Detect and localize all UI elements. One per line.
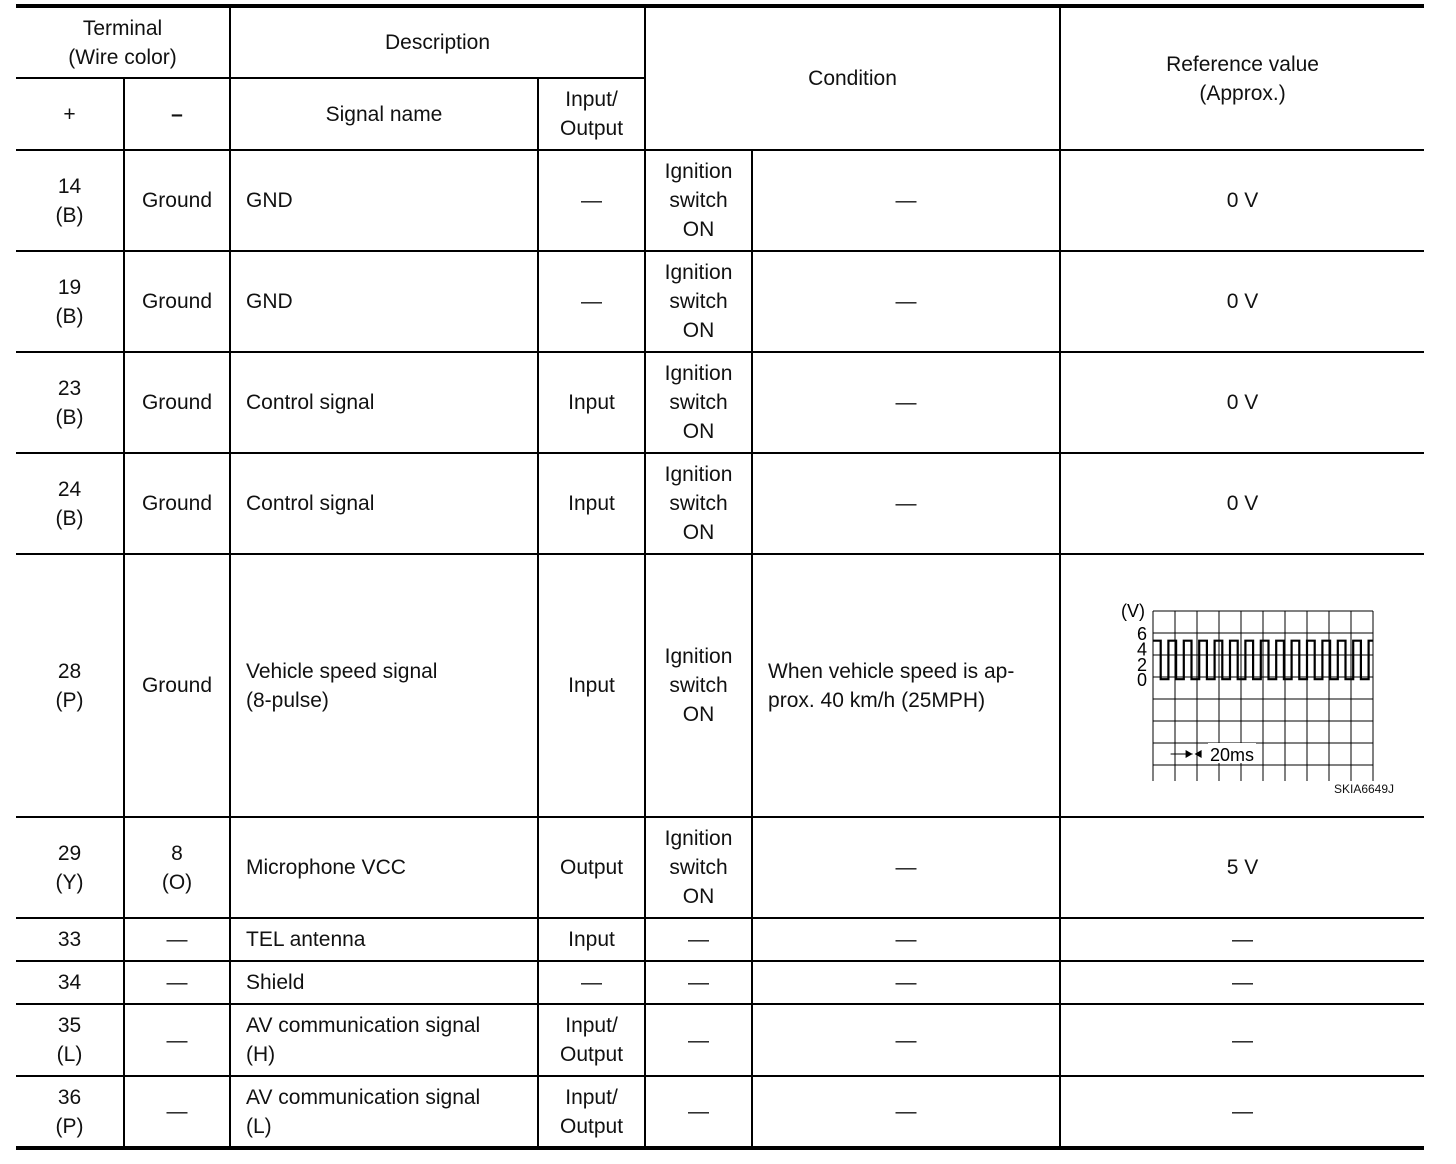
signal-name-cell: TEL antenna [230,918,538,961]
terminal-minus-cell: — [124,918,230,961]
input-output-cell: — [538,251,645,352]
header-minus: – [124,78,230,150]
terminal-plus-cell: 23 (B) [16,352,124,453]
input-output-cell: — [538,961,645,1004]
condition-detail-cell: — [752,352,1060,453]
condition-switch-cell: — [645,918,752,961]
terminal-minus-cell: Ground [124,554,230,817]
reference-value-cell: — [1060,1004,1424,1076]
reference-value-cell: 0 V [1060,251,1424,352]
terminal-plus-cell: 29 (Y) [16,817,124,918]
terminal-plus-cell: 28 (P) [16,554,124,817]
input-output-cell: — [538,150,645,251]
table-row [16,1076,1424,1148]
terminal-plus-cell: 19 (B) [16,251,124,352]
arrow-head [1194,750,1201,758]
signal-name-cell: Control signal [230,352,538,453]
input-output-cell: Input [538,554,645,817]
table-row [16,817,1424,918]
input-output-cell: Input [538,352,645,453]
table-row [16,918,1424,961]
table-row [16,251,1424,352]
terminal-minus-cell: — [124,1004,230,1076]
y-tick-label: 0 [1136,669,1147,690]
y-tick-label: 2 [1136,654,1147,675]
header-terminal: Terminal (Wire color) [16,6,230,78]
header-reference-value: Reference value (Approx.) [1060,6,1424,150]
reference-value-cell: — [1060,918,1424,961]
table-row [16,453,1424,554]
terminal-minus-cell: — [124,961,230,1004]
condition-switch-cell: — [645,1076,752,1148]
terminal-minus-cell: Ground [124,352,230,453]
signal-name-cell: Microphone VCC [230,817,538,918]
condition-detail-cell: — [752,251,1060,352]
condition-detail-cell: When vehicle speed is ap- prox. 40 km/h (25MPH) [752,554,1060,817]
condition-switch-cell: Ignition switch ON [645,150,752,251]
figure-code: SKIA6649J [1333,782,1395,796]
table-row [16,554,1424,817]
y-tick-label: 4 [1136,638,1147,659]
signal-name-cell: AV communication signal (H) [230,1004,538,1076]
signal-name-cell: Shield [230,961,538,1004]
terminal-plus-cell: 24 (B) [16,453,124,554]
condition-switch-cell: Ignition switch ON [645,817,752,918]
table-row [16,961,1424,1004]
header-condition: Condition [645,6,1060,150]
condition-switch-cell: Ignition switch ON [645,453,752,554]
condition-switch-cell: Ignition switch ON [645,352,752,453]
input-output-cell: Input/ Output [538,1076,645,1148]
input-output-cell: Input/ Output [538,1004,645,1076]
arrow-head [1185,750,1192,758]
table-row [16,1004,1424,1076]
signal-name-cell: Vehicle speed signal (8-pulse) [230,554,538,817]
reference-value-cell: — [1060,961,1424,1004]
signal-name-cell: Control signal [230,453,538,554]
terminal-minus-cell: — [124,1076,230,1148]
period-label: 20ms [1209,744,1254,765]
terminal-plus-cell: 35 (L) [16,1004,124,1076]
y-tick-label: 6 [1136,623,1147,644]
terminal-minus-cell: 8 (O) [124,817,230,918]
terminal-plus-cell: 34 [16,961,124,1004]
header-input-output: Input/ Output [538,78,645,150]
terminal-reference-table [16,4,1424,1150]
condition-detail-cell: — [752,961,1060,1004]
input-output-cell: Input [538,918,645,961]
waveform-chart [1093,591,1393,781]
terminal-plus-cell: 14 (B) [16,150,124,251]
condition-switch-cell: Ignition switch ON [645,251,752,352]
reference-value-cell: 0 V [1060,352,1424,453]
reference-value-cell: — [1060,1076,1424,1148]
input-output-cell: Output [538,817,645,918]
condition-switch-cell: Ignition switch ON [645,554,752,817]
condition-detail-cell: — [752,1004,1060,1076]
header-description: Description [230,6,645,78]
condition-detail-cell: — [752,918,1060,961]
condition-detail-cell: — [752,817,1060,918]
condition-switch-cell: — [645,1004,752,1076]
terminal-minus-cell: Ground [124,251,230,352]
unit-label: (V) [1120,600,1145,621]
reference-value-cell: 5 V [1060,817,1424,918]
header-signal-name: Signal name [230,78,538,150]
signal-name-cell: GND [230,150,538,251]
signal-name-cell: AV communication signal (L) [230,1076,538,1148]
condition-detail-cell: — [752,1076,1060,1148]
waveform-cell [1060,554,1424,817]
table-row [16,150,1424,251]
terminal-minus-cell: Ground [124,453,230,554]
condition-detail-cell: — [752,453,1060,554]
signal-name-cell: GND [230,251,538,352]
terminal-minus-cell: Ground [124,150,230,251]
condition-detail-cell: — [752,150,1060,251]
condition-switch-cell: — [645,961,752,1004]
table-row [16,352,1424,453]
terminal-plus-cell: 33 [16,918,124,961]
terminal-plus-cell: 36 (P) [16,1076,124,1148]
input-output-cell: Input [538,453,645,554]
reference-value-cell: 0 V [1060,453,1424,554]
reference-value-cell: 0 V [1060,150,1424,251]
header-plus: + [16,78,124,150]
